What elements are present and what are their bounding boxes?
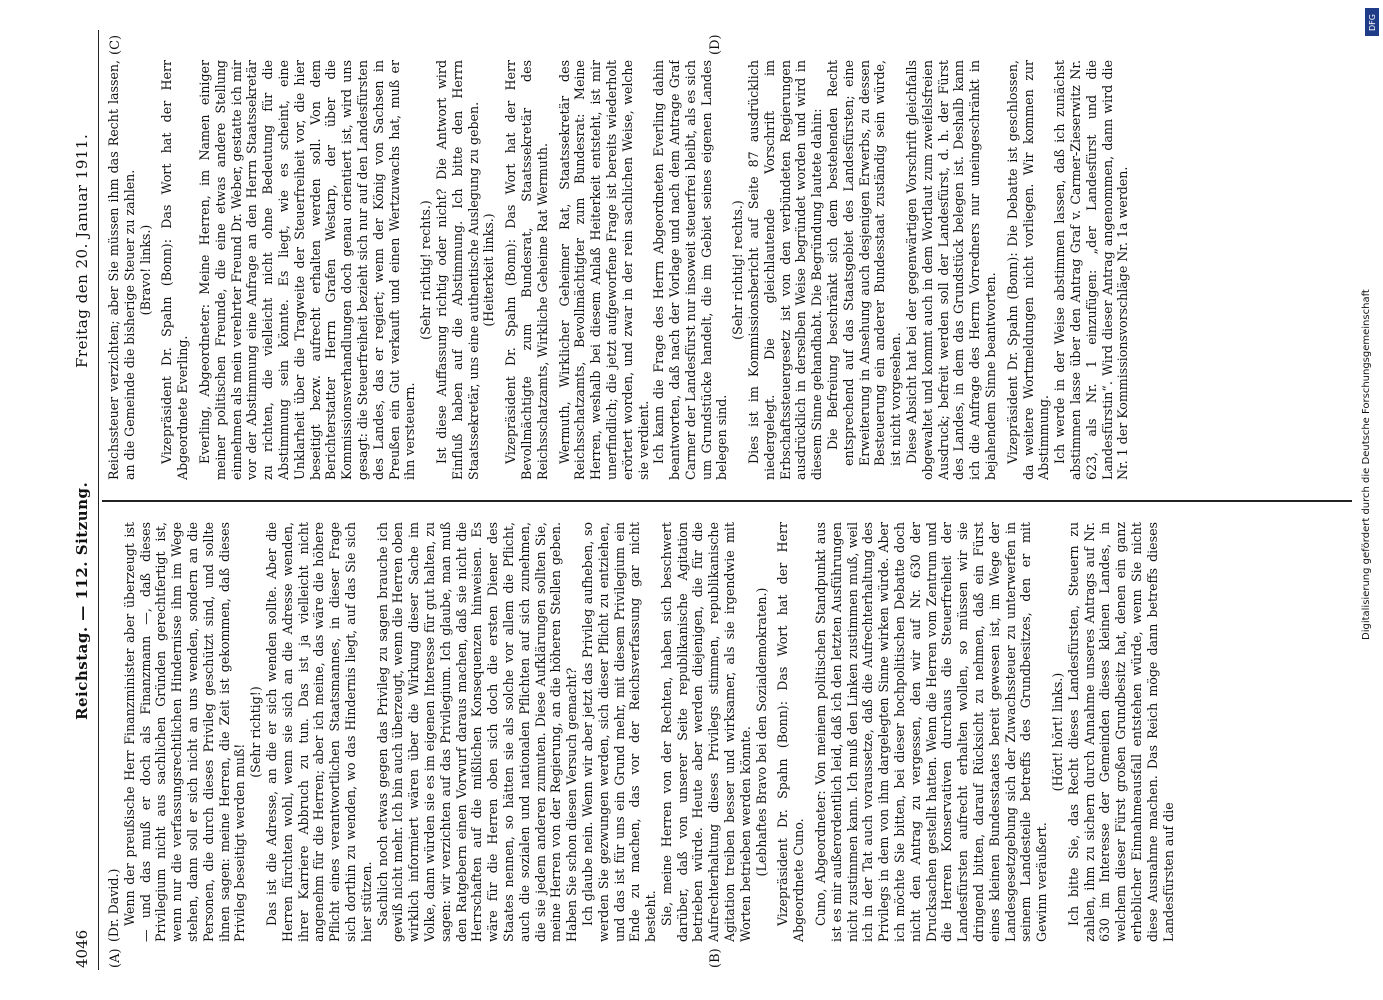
paragraph: Cuno, Abgeordneter: Von meinem politischen Standpunkt aus ist es mir außerordentlich leid, daß ich den letzten Ausführungen nicht zustimmen kann. Ich muß den Linken zustimmen muß, weil ich in der Tat auch voraussetze, daß die Aufrechterhaltung des Privilegs in dem von ihm dargelegten Sinne wirken würde. Aber ich möchte Sie bitten, bei dieser hochpolitischen Debatte doch nicht den Antrag zu vergessen, den wir auf Nr. 630 der Drucksachen gestellt hatten. Wenn die Herren vom Zentrum und die Herren Konservativen durchaus die Steuerfreiheit der Landesfürsten aufrecht erhalten wollen, so müssen wir sie dringend bitten, darauf Rücksicht zu nehmen, daß ein Fürst eines kleinen Bundesstaates bereit gewesen ist, im Wege der Landesgesetzgebung sich der Zuwachssteuer zu unterwerfen in seinem Landesteile betreffs des Grundbesitzes, den er mit Gewinn veräußert. [813, 522, 1050, 942]
interjection: (Sehr richtig!) [248, 686, 264, 778]
paragraph: Das ist die Adresse, an die er sich wenden sollte. Aber die Herren fürchten wohl, wenn sie sich an die Adresse wenden, ihrer Karriere Abbruch zu tun. Das ist ja vielleicht nicht angenehm für die Herren; aber ich meine, das wäre die höhere Pflicht eines verantwortlichen Staatsmannes, in dieser Frage sich dorthin zu wenden, wo das Hindernis liegt, auf das Sie sich hier stützen. [263, 522, 374, 942]
paragraph: Dies ist im Kommissionsbericht auf Seite 87 ausdrücklich niedergelegt. Die gleichlautende Vorschrift im Erbschaftssteuergesetz ist von den verbündeten Regierungen ausdrücklich in derselben Weise begründet worden und wird in diesem Sinne gehandhabt. Die Begründung lautete dahin: [746, 60, 825, 480]
paragraph: Everling, Abgeordneter: Meine Herren, im Namen einiger meiner politischen Freunde, die eine etwas andere Stellung einnehmen als mein verehrter Freund Dr. Weber, gestatte ich mir vor der Abstimmung eine Anfrage an den Herrn Staatssekretär zu richten, die vielleicht nicht ohne Bedeutung für die Abstimmung sein könnte. Es liegt, wie es scheint, eine Unklarheit über die Tragweite der Steuerfreiheit vor, die hier beseitigt bezw. aufrecht erhalten werden soll. Von dem Berichterstatter Herrn Grafen Westarp, der über die Kommissionsverhandlungen doch genau orientiert ist, wird uns gesagt: die Steuerfreiheit bezieht sich nur auf den Landesfürsten des Landes, das er regiert; wenn der König von Sachsen in Preußen ein Gut verkauft und einen Wertzuwachs hat, muß er ihn versteuern. [196, 60, 418, 480]
interjection: (Heiterkeit links.) [481, 213, 497, 327]
page-number: 4046 [73, 929, 91, 968]
paragraph: Sie, meine Herren von der Rechten, haben sich beschwert darüber, daß von unserer Seite republikanische Agitation betrieben würde. Heute aber werden diejenigen, die für die Aufrechterhaltung dieses Privilegs stimmen, republikanische Agitation treiben besser und wirksamer, als sie irgendwie mit Worten betrieben werden könnte. [658, 522, 753, 942]
rotated-page [68, 30, 1358, 970]
interjection: (Bravo! links.) [137, 224, 153, 316]
margin-marker-c: (C) [108, 34, 123, 55]
paragraph: Ich bitte Sie, das Recht dieses Landesfürsten, Steuern zu zahlen, ihm zu sichern durch Annahme unseres Antrags auf Nr. 630 im Interesse der Gemeinden dieses kleinen Landes, in welchem dieser Fürst großen Grundbesitz hat, denen ein ganz erheblicher Einnahmeausfall entstehen würde, wenn Sie nicht diese Ausnahme machen. Das Reich möge dann betreffs dieses Landesfürsten auf die [1065, 522, 1176, 942]
paragraph: Ich werde in der Weise abstimmen lassen, daß ich zunächst abstimmen lasse über den Antrag Graf v. Carmer-Zieserwitz Nr. 623, als Nr. 1 einzufügen: „der Landesfürst und die Landesfürstin“. Wird dieser Antrag angenommen, dann wird die Nr. 1 der Kommissionsvorschläge Nr. 1a werden. [1052, 60, 1131, 480]
paragraph: Ist diese Auffassung richtig oder nicht? Die Antwort wird Einfluß haben auf die Abstimmung. Ich bitte den Herrn Staatssekretär, uns eine authentische Auslegung zu geben. [433, 60, 481, 480]
paragraph: Ich kann die Frage des Herrn Abgeordneten Everling dahin beantworten, daß nach der Vorlage und nach dem Antrage Graf Carmer der Landesfürst nur insoweit steuerfrei bleibt, als es sich um Grundstücke handelt, die im Gebiet seines eigenen Landes belegen sind. [651, 60, 730, 480]
paragraph: Ich glaube nein. Wenn wir aber jetzt das Privileg aufheben, so werden Sie gezwungen werden, sich dieser Pflicht zu entziehen, und das ist für uns ein Grund mehr, mit diesem Privilegium ein Ende zu machen, das vor der Reichsverfassung gar nicht besteht. [579, 522, 659, 942]
interjection: (Sehr richtig! rechts.) [730, 200, 746, 340]
speaker-reference: (Dr. David.) [106, 868, 121, 942]
interjection: (Lebhaftes Bravo bei den Sozialdemokraten.) [753, 587, 769, 877]
right-column [106, 60, 1351, 480]
paragraph: Reichssteuer verzichten; aber Sie müssen ihm das Recht lassen, an die Gemeinde die bisherige Steuer zu zahlen. [106, 60, 137, 480]
paragraph: Wenn der preußische Herr Finanzminister aber überzeugt ist — und das muß er doch als Finanzmann —, daß dieses Privilegium nicht aus sachlichen Gründen gerechtfertigt ist, wenn nur die verfassungsrechtlichen Hindernisse ihm im Wege stehen, dann soll er sich nicht an uns wenden, sondern an die Personen, die durch dieses Privileg geschützt sind, und sollte ihnen sagen: meine Herren, die Zeit ist gekommen, daß dieses Privileg beseitigt werden muß! [121, 522, 248, 942]
dfg-logo: DFG [1365, 8, 1379, 36]
credit-text: Digitalisierung gefördert durch die Deutsche Forschungsgemeinschaft [1361, 289, 1372, 640]
margin-marker-d: (D) [708, 34, 723, 55]
interjection: (Hört! hört! links.) [1050, 672, 1066, 792]
interjection: (Sehr richtig! rechts.) [418, 200, 434, 340]
header-date: Freitag den 20. Januar 1911. [73, 133, 91, 368]
paragraph: Sachlich noch etwas gegen das Privileg zu sagen brauche ich gewiß nicht mehr. Ich bin auch überzeugt, wenn die Herren oben wirklich informiert wären über die Wirkung dieser Sache im Volke, dann würden sie es im eigenen Interesse für gut halten, zu sagen: wir verzichten auf das Privilegium. Ich glaube, man muß den Ratgebern einen Vorwurf daraus machen, daß sie nicht die Herrschaften auf die mißlichen Konsequenzen hinweisen. Es wäre für die Herren oben sich doch die ersten Diener des Staates nennen, so hätten sie als solche vor allem die Pflicht, auch die sozialen und nationalen Pflichten auf sich zunehmen, die sie jedem anderen zumuten. Diese Aufklärungen sollten Sie, meine Herren von der Regierung, an die höheren Stellen geben. Haben Sie schon diesen Versuch gemacht? [374, 522, 580, 942]
paragraph: Diese Absicht hat bei der gegenwärtigen Vorschrift gleichfalls obgewaltet und kommt auch in dem Wortlaut zum zweifelsfreien Ausdruck; befreit werden soll der Landesfürst, d. h. der Fürst des Landes, in dem das Grundstück belegen ist. Deshalb kann ich die Anfrage des Herrn Vorredners nur uneingeschränkt in bejahendem Sinne beantworten. [904, 60, 999, 480]
margin-marker-a: (A) [108, 948, 123, 968]
paragraph: Vizepräsident Dr. Spahn (Bonn): Das Wort hat der Herr Bevollmächtigte zum Bundesrat, Staatssekretär des Reichsschatzamts, Wirkliche Geheime Rat Wermuth. [503, 60, 550, 480]
paragraph: Vizepräsident Dr. Spahn (Bonn): Das Wort hat der Herr Abgeordnete Cuno. [775, 522, 807, 942]
header-session: Reichstag. — 112. Sitzung. [73, 481, 91, 720]
left-column [106, 522, 1351, 942]
paragraph: Vizepräsident Dr. Spahn (Bonn): Das Wort hat der Herr Abgeordnete Everling. [159, 60, 191, 480]
digitization-credit [1361, 40, 1377, 640]
paragraph: Vizepräsident Dr. Spahn (Bonn): Die Debatte ist geschlossen, da weitere Wortmeldungen nicht vorliegen. Wir kommen zur Abstimmung. [1004, 60, 1052, 480]
margin-marker-b: (B) [708, 948, 723, 968]
quoted-passage: Die Befreiung beschränkt sich dem bestehenden Recht entsprechend auf das Staatsgebiet des Landesfürsten; eine Erweiterung in Ansehung auch desjenigen Erwerbs, zu dessen Besteuerung ein anderer Bundesstaat zuständig sein würde, ist nicht vorgesehen. [825, 60, 904, 466]
column-divider [102, 501, 1352, 503]
page-header [68, 30, 99, 970]
paragraph: Wermuth, Wirklicher Geheimer Rat, Staatssekretär des Reichsschatzamts, Bevollmächtigter zum Bundesrat: Meine Herren, weshalb bei diesem Anlaß Heiterkeit entsteht, ist mir unerfindlich; die jetzt aufgeworfene Frage ist bereits wiederholt erörtert worden, und zwar in der rein sachlichen Weise, welche sie verdient. [556, 60, 651, 480]
